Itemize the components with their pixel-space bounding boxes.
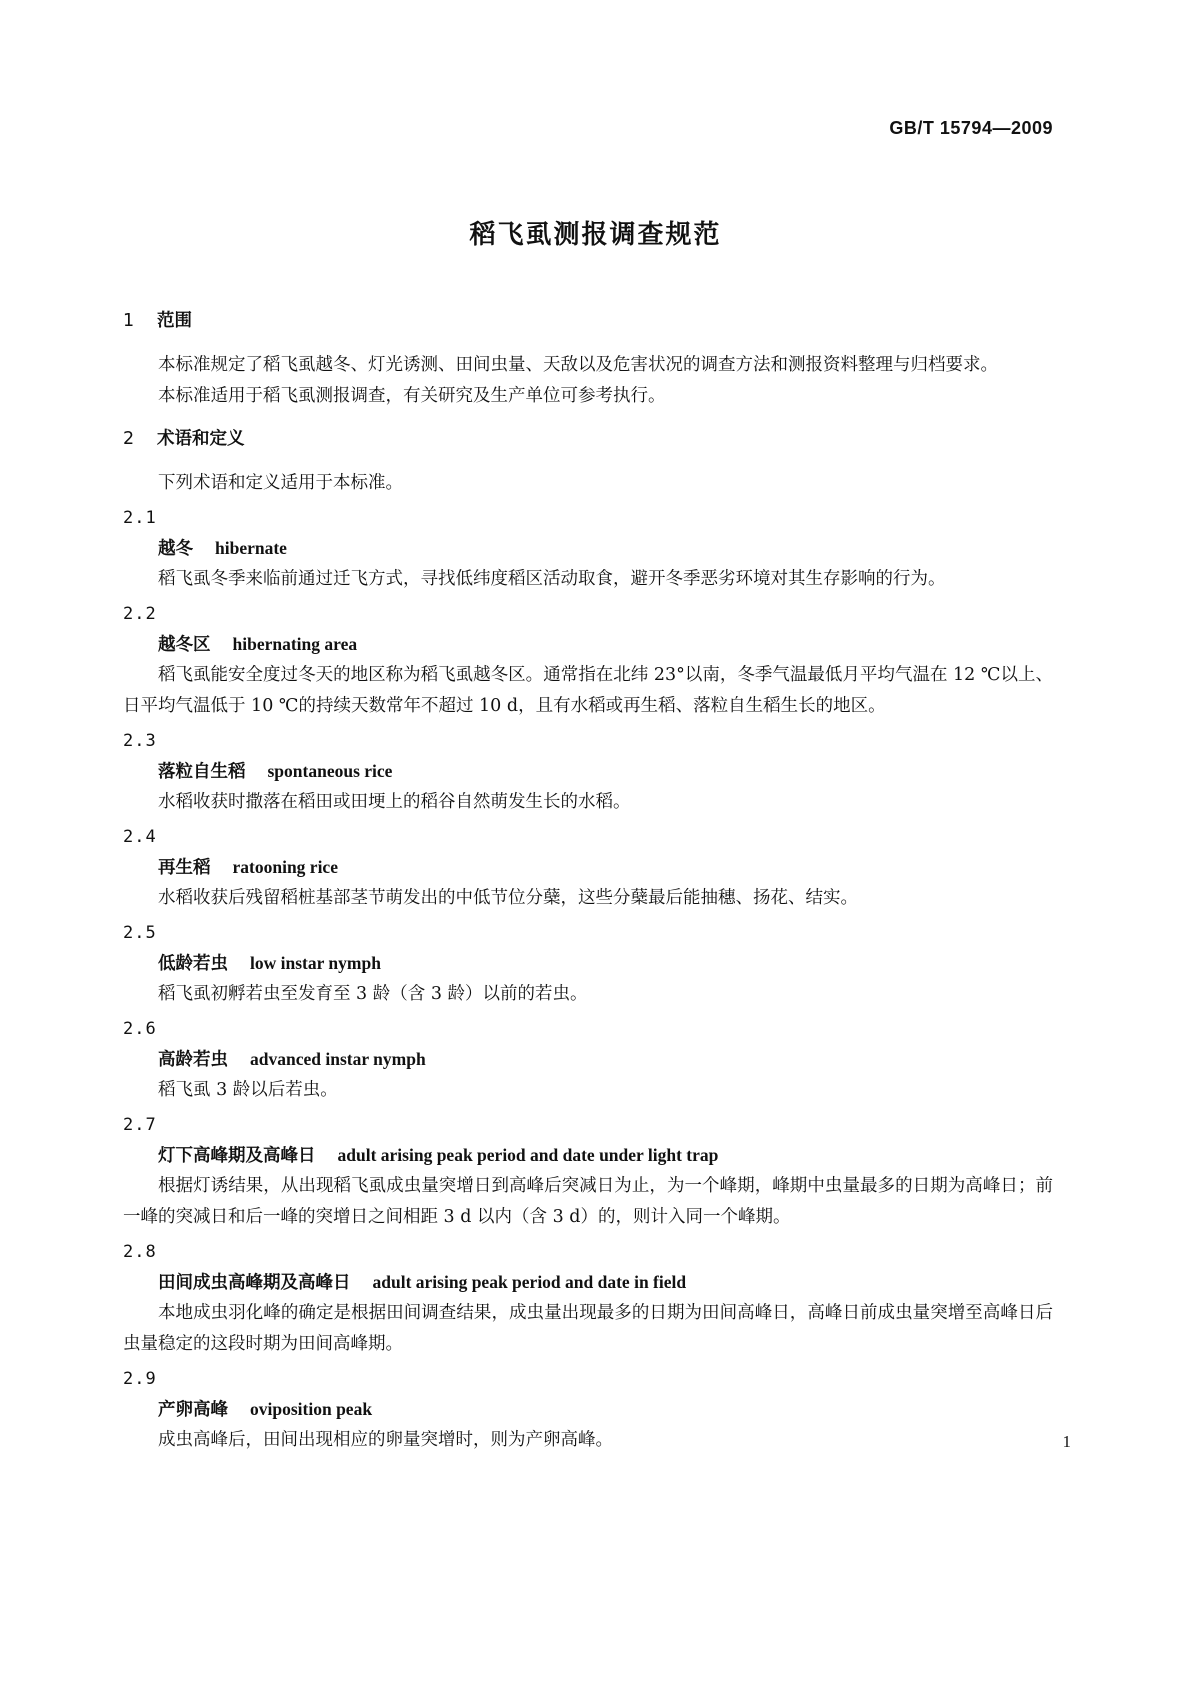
clause-number: 2.5 <box>123 923 157 943</box>
term-entry <box>123 822 1053 914</box>
term-en: adult arising peak period and date under light trap <box>337 1145 719 1165</box>
term-line <box>123 948 1053 979</box>
document-title: 稻飞虱测报调查规范 <box>469 220 722 250</box>
term-definition: 成虫高峰后，田间出现相应的卵量突增时，则为产卵高峰。 <box>158 1430 613 1450</box>
term-line <box>123 852 1053 883</box>
term-zh: 产卵高峰 <box>158 1400 228 1420</box>
term-entry <box>123 599 1053 722</box>
scope-paragraph: 本标准适用于稻飞虱测报调查，有关研究及生产单位可参考执行。 <box>158 386 666 406</box>
term-entry <box>123 1364 1053 1456</box>
term-en: advanced instar nymph <box>250 1049 426 1069</box>
terms-intro: 下列术语和定义适用于本标准。 <box>158 473 403 493</box>
term-entry <box>123 726 1053 818</box>
term-line <box>123 1140 1053 1171</box>
term-zh: 田间成虫高峰期及高峰日 <box>158 1273 351 1293</box>
term-entry <box>123 918 1053 1010</box>
term-en: adult arising peak period and date in field <box>372 1272 687 1292</box>
term-zh: 再生稻 <box>158 858 211 878</box>
term-definition: 水稻收获后残留稻桩基部茎节萌发出的中低节位分蘖，这些分蘖最后能抽穗、扬花、结实。 <box>158 888 858 908</box>
term-line <box>123 1394 1053 1425</box>
term-definition: 根据灯诱结果，从出现稻飞虱成虫量突增日到高峰后突减日为止，为一个峰期，峰期中虫量最多的日期为高峰日；前一峰的突减日和后一峰的突增日之间相距 3 d 以内（含 3 d）的，则计入同一个峰期。 <box>123 1176 1053 1227</box>
term-en: hibernate <box>215 538 287 558</box>
term-line <box>123 629 1053 660</box>
clause-number: 2.1 <box>123 508 157 528</box>
term-zh: 低龄若虫 <box>158 954 228 974</box>
section-heading-scope <box>123 306 1053 336</box>
term-zh: 越冬区 <box>158 635 211 655</box>
term-en: oviposition peak <box>250 1399 373 1419</box>
term-definition: 稻飞虱冬季来临前通过迁飞方式，寻找低纬度稻区活动取食，避开冬季恶劣环境对其生存影响的行为。 <box>158 569 946 589</box>
term-line <box>123 1044 1053 1075</box>
standard-code: GB/T 15794—2009 <box>889 118 1053 138</box>
clause-number: 2.3 <box>123 731 157 751</box>
term-zh: 落粒自生稻 <box>158 762 246 782</box>
term-zh: 高龄若虫 <box>158 1050 228 1070</box>
term-en: ratooning rice <box>232 857 338 877</box>
term-definition: 稻飞虱初孵若虫至发育至 3 龄（含 3 龄）以前的若虫。 <box>158 984 588 1004</box>
term-entry <box>123 1237 1053 1360</box>
clause-number: 2.2 <box>123 604 157 624</box>
section-number: 1 <box>123 311 135 331</box>
term-zh: 灯下高峰期及高峰日 <box>158 1146 316 1166</box>
term-line <box>123 533 1053 564</box>
term-line <box>123 756 1053 787</box>
scope-paragraph: 本标准规定了稻飞虱越冬、灯光诱测、田间虫量、天敌以及危害状况的调查方法和测报资料整理与归档要求。 <box>158 355 998 375</box>
term-entry <box>123 503 1053 595</box>
term-line <box>123 1267 1053 1298</box>
clause-number: 2.6 <box>123 1019 157 1039</box>
section-title: 范围 <box>157 311 192 331</box>
section-heading-terms <box>123 424 1053 454</box>
section-title: 术语和定义 <box>157 429 245 449</box>
term-definition: 本地成虫羽化峰的确定是根据田间调查结果，成虫量出现最多的日期为田间高峰日，高峰日前成虫量突增至高峰日后虫量稳定的这段时期为田间高峰期。 <box>123 1303 1053 1354</box>
term-definition: 稻飞虱能安全度过冬天的地区称为稻飞虱越冬区。通常指在北纬 23°以南，冬季气温最低月平均气温在 12 ℃以上、日平均气温低于 10 ℃的持续天数常年不超过 10 d，且有水稻或再生稻、落粒自生稻生长的地区。 <box>123 665 1053 716</box>
clause-number: 2.8 <box>123 1242 157 1262</box>
clause-number: 2.7 <box>123 1115 157 1135</box>
term-entry <box>123 1110 1053 1233</box>
term-definition: 稻飞虱 3 龄以后若虫。 <box>158 1080 338 1100</box>
term-entry <box>123 1014 1053 1106</box>
term-en: hibernating area <box>232 634 358 654</box>
clause-number: 2.9 <box>123 1369 157 1389</box>
term-zh: 越冬 <box>158 539 193 559</box>
clause-number: 2.4 <box>123 827 157 847</box>
document-body <box>123 306 1053 1456</box>
term-en: low instar nymph <box>250 953 381 973</box>
section-number: 2 <box>123 429 135 449</box>
page-number: 1 <box>1062 1432 1071 1451</box>
term-en: spontaneous rice <box>267 761 393 781</box>
term-definition: 水稻收获时撒落在稻田或田埂上的稻谷自然萌发生长的水稻。 <box>158 792 631 812</box>
